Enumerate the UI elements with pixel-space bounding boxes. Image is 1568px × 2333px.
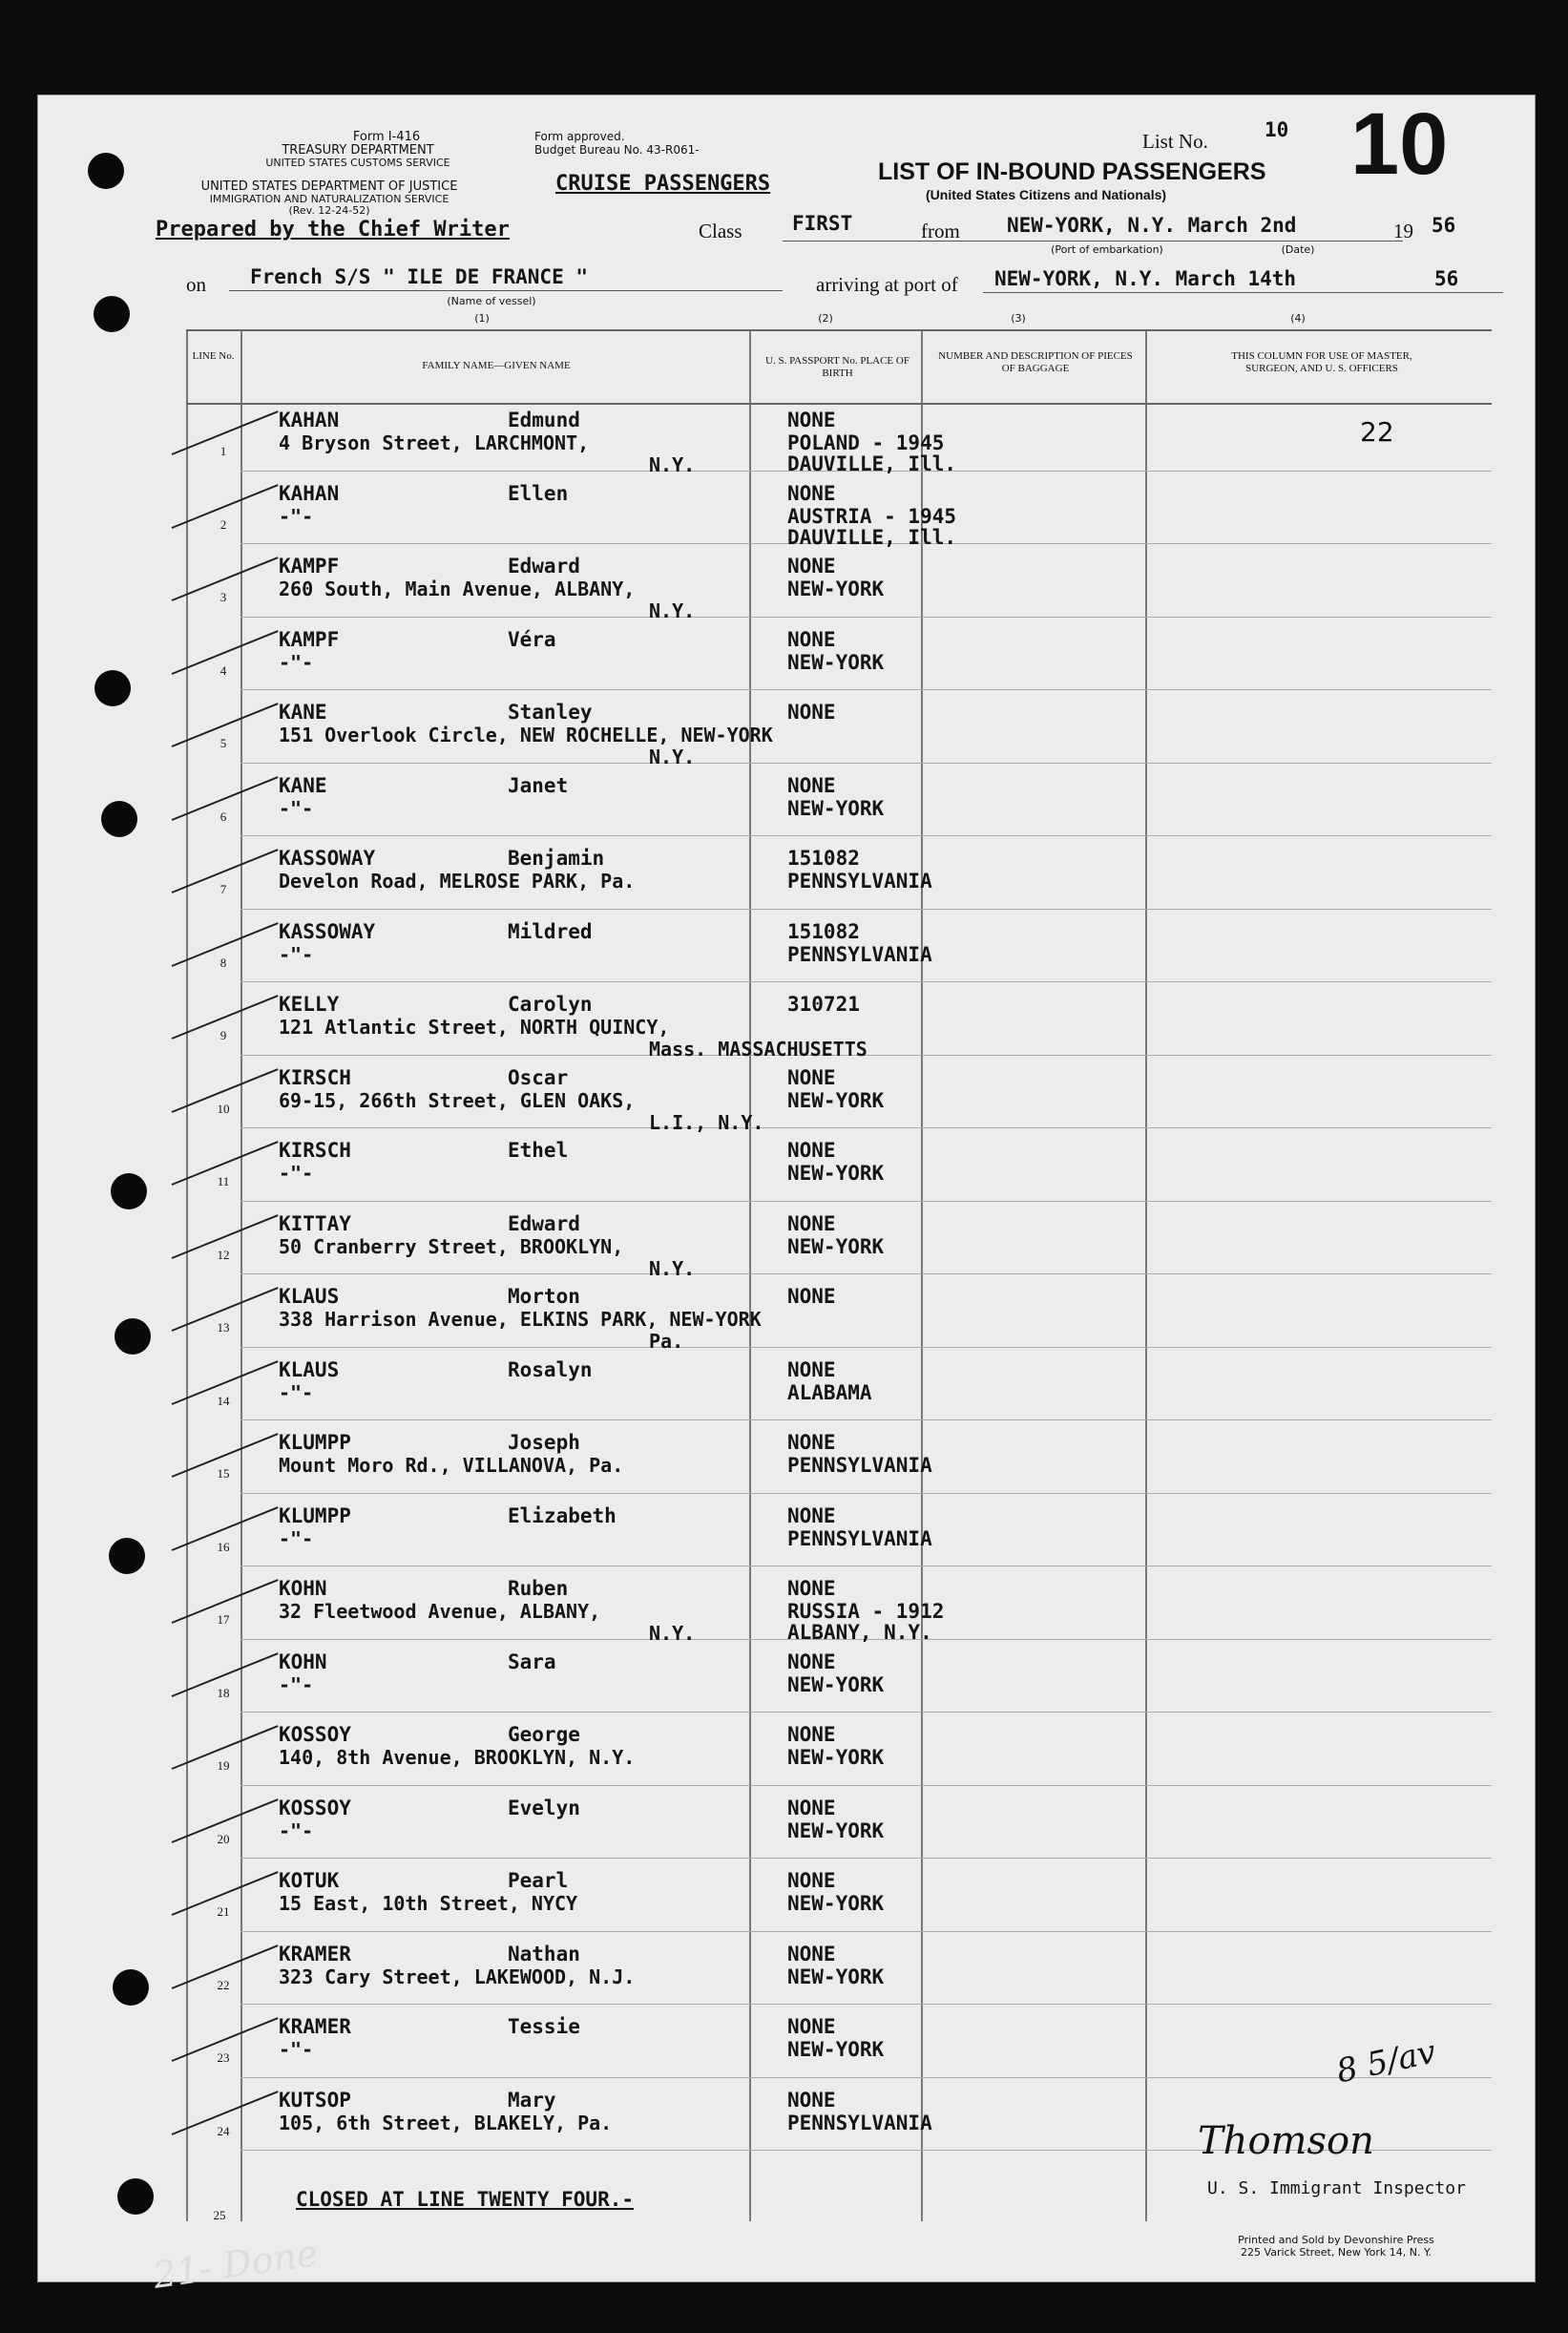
address: 50 Cranberry Street, BROOKLYN, — [279, 1234, 624, 1258]
from-value: NEW-YORK, N.Y. March 2nd — [1007, 214, 1297, 237]
address-line-2: N.Y. — [649, 599, 696, 622]
table-row — [240, 1712, 1492, 1713]
passport-number: NONE — [787, 1577, 836, 1600]
table-row — [240, 981, 1492, 982]
document-title: LIST OF IN-BOUND PASSENGERS — [878, 158, 1266, 185]
col-num-2: (2) — [818, 312, 833, 325]
birth-place: NEW-YORK — [787, 1672, 885, 1696]
punch-hole — [117, 2178, 154, 2215]
address: 151 Overlook Circle, NEW ROCHELLE, NEW-YORK — [279, 724, 773, 746]
birth-place: PENNSYLVANIA — [787, 942, 932, 966]
family-name: KITTAY — [279, 1211, 351, 1235]
punch-hole — [88, 153, 124, 189]
inspector-label: U. S. Immigrant Inspector — [1207, 2178, 1466, 2198]
family-name: KLUMPP — [279, 1431, 351, 1454]
address-line-2: N.Y. — [649, 1256, 696, 1280]
family-name: KANE — [279, 701, 327, 724]
family-name: KUTSOP — [279, 2088, 351, 2112]
line-number: 8 — [220, 955, 227, 970]
margin-note: 21- Done — [150, 2232, 321, 2297]
date-label: (Date) — [1281, 243, 1315, 256]
address: -"- — [279, 1818, 314, 1842]
passport-number: NONE — [787, 1723, 836, 1746]
line-number: 2 — [220, 516, 227, 532]
family-name: KIRSCH — [279, 1065, 351, 1089]
address-line-2: Mass. MASSACHUSETTS — [649, 1038, 868, 1061]
line-number: 17 — [217, 1612, 230, 1627]
family-name: KOHN — [279, 1577, 327, 1600]
given-name: Carolyn — [508, 993, 593, 1016]
printer-line-2: 225 Varick Street, New York 14, N. Y. — [1241, 2246, 1432, 2259]
family-name: KANE — [279, 773, 327, 797]
address: 105, 6th Street, BLAKELY, Pa. — [279, 2111, 613, 2134]
arriving-label: arriving at port of — [816, 273, 958, 296]
year-value: 56 — [1432, 214, 1456, 237]
family-name: KLAUS — [279, 1285, 340, 1308]
on-label: on — [186, 273, 206, 296]
address-line-2: N.Y. — [649, 746, 696, 768]
birth-place: NEW-YORK — [787, 1965, 885, 1988]
line-number: 13 — [217, 1320, 230, 1335]
line-number-25: 25 — [213, 2208, 226, 2222]
address: -"- — [279, 504, 314, 528]
birth-place-line-2: DAUVILLE, Ill. — [787, 525, 957, 549]
from-underline — [783, 241, 1403, 242]
table-row — [240, 1347, 1492, 1348]
table-row — [240, 763, 1492, 764]
punch-hole — [111, 1173, 147, 1209]
col-num-4: (4) — [1290, 312, 1306, 325]
col-header-officer: THIS COLUMN FOR USE OF MASTER, SURGEON, AND U. S. OFFICERS — [1231, 350, 1412, 374]
given-name: Ellen — [508, 481, 569, 505]
passport-number: NONE — [787, 1211, 836, 1235]
birth-place: POLAND - 1945 — [787, 431, 945, 454]
address: -"- — [279, 1672, 314, 1696]
passport-number: NONE — [787, 1139, 836, 1162]
address-line-2: N.Y. — [649, 453, 696, 476]
address: -"- — [279, 1526, 314, 1550]
from-label: from — [921, 220, 960, 242]
customs-label: UNITED STATES CUSTOMS SERVICE — [265, 157, 450, 169]
table-row — [240, 1201, 1492, 1202]
vessel-name: French S/S " ILE DE FRANCE " — [250, 265, 589, 288]
family-name: KELLY — [279, 993, 340, 1016]
passport-number: NONE — [787, 2088, 836, 2112]
table-row — [240, 617, 1492, 618]
address: Develon Road, MELROSE PARK, Pa. — [279, 870, 636, 893]
punch-hole — [115, 1318, 151, 1355]
passport-number: NONE — [787, 701, 836, 724]
given-name: Nathan — [508, 1942, 580, 1965]
col-header-baggage: NUMBER AND DESCRIPTION OF PIECES OF BAGGAGE — [938, 350, 1133, 374]
arriving-underline — [983, 292, 1503, 293]
passport-number: 151082 — [787, 847, 860, 870]
family-name: KOSSOY — [279, 1723, 351, 1746]
given-name: Sara — [508, 1650, 556, 1673]
form-number: Form I-416 — [352, 130, 421, 144]
punch-hole — [94, 670, 131, 706]
table-row — [240, 835, 1492, 836]
birth-place-line-2: DAUVILLE, Ill. — [787, 452, 957, 475]
justice-label: UNITED STATES DEPARTMENT OF JUSTICE — [200, 179, 458, 194]
approved-label: Form approved. — [534, 130, 625, 143]
list-no-value: 10 — [1265, 118, 1289, 141]
given-name: Joseph — [508, 1431, 580, 1454]
handwritten-annotation: 8 5/av — [1332, 2032, 1440, 2091]
line-number: 12 — [217, 1247, 230, 1262]
document-subtitle: (United States Citizens and Nationals) — [926, 187, 1167, 202]
passport-number: NONE — [787, 481, 836, 505]
family-name: KAMPF — [279, 555, 340, 578]
col-num-3: (3) — [1011, 312, 1026, 325]
line-number: 15 — [217, 1466, 230, 1481]
class-label: Class — [699, 220, 742, 242]
table-row — [240, 909, 1492, 910]
birth-place: NEW-YORK — [787, 650, 885, 674]
passport-number: 151082 — [787, 919, 860, 943]
passport-number: NONE — [787, 1065, 836, 1089]
family-name: KASSOWAY — [279, 847, 376, 870]
line-number: 19 — [217, 1758, 230, 1773]
address: 15 East, 10th Street, NYCY — [279, 1892, 578, 1915]
ins-label: IMMIGRATION AND NATURALIZATION SERVICE — [209, 193, 449, 205]
address-line-2: N.Y. — [649, 1622, 696, 1645]
birth-place: NEW-YORK — [787, 2038, 885, 2061]
passport-number: NONE — [787, 1431, 836, 1454]
birth-place: NEW-YORK — [787, 1162, 885, 1185]
line-number: 23 — [217, 2050, 230, 2065]
line-number: 10 — [217, 1101, 230, 1116]
passenger-table — [186, 329, 1492, 2221]
birth-place: NEW-YORK — [787, 1746, 885, 1769]
birth-place: PENNSYLVANIA — [787, 2111, 932, 2134]
passport-number: NONE — [787, 2015, 836, 2038]
address: 140, 8th Avenue, BROOKLYN, N.Y. — [279, 1746, 636, 1769]
vessel-label: (Name of vessel) — [447, 295, 536, 307]
address: -"- — [279, 1162, 314, 1185]
birth-place: NEW-YORK — [787, 1818, 885, 1842]
table-row — [240, 1273, 1492, 1274]
birth-place: ALABAMA — [787, 1380, 872, 1404]
line-number: 14 — [217, 1393, 230, 1408]
passport-number: NONE — [787, 409, 836, 431]
table-row — [240, 1493, 1492, 1494]
address: -"- — [279, 2038, 314, 2061]
family-name: KLUMPP — [279, 1503, 351, 1527]
line-number: 18 — [217, 1685, 230, 1700]
given-name: Edward — [508, 555, 580, 578]
address: 323 Cary Street, LAKEWOOD, N.J. — [279, 1965, 636, 1988]
given-name: Stanley — [508, 701, 593, 724]
address-line-2: Pa. — [649, 1330, 684, 1353]
address-line-2: L.I., N.Y. — [649, 1110, 764, 1134]
table-row — [240, 1127, 1492, 1128]
given-name: Rosalyn — [508, 1357, 593, 1381]
given-name: Ethel — [508, 1139, 569, 1162]
birth-place: PENNSYLVANIA — [787, 1526, 932, 1550]
line-number: 5 — [220, 736, 227, 750]
given-name: Benjamin — [508, 847, 605, 870]
col-header-passport: U. S. PASSPORT No. PLACE OF BIRTH — [765, 355, 909, 379]
family-name: KAHAN — [279, 409, 340, 431]
line-number: 7 — [220, 882, 227, 896]
family-name: KIRSCH — [279, 1139, 351, 1162]
line-number: 21 — [217, 1904, 230, 1919]
birth-place-line-2: ALBANY, N.Y. — [787, 1621, 932, 1644]
line-number: 20 — [217, 1831, 230, 1846]
given-name: Morton — [508, 1285, 580, 1308]
address: 4 Bryson Street, LARCHMONT, — [279, 431, 590, 454]
given-name: Pearl — [508, 1869, 569, 1892]
punch-hole — [109, 1538, 145, 1574]
given-name: Evelyn — [508, 1796, 580, 1819]
line-number: 22 — [217, 1977, 230, 1992]
list-no-label: List No. — [1142, 130, 1208, 153]
rev-label: (Rev. 12-24-52) — [288, 204, 370, 217]
family-name: KOHN — [279, 1650, 327, 1673]
vessel-underline — [229, 290, 783, 291]
table-row — [240, 1785, 1492, 1786]
punch-hole — [101, 801, 137, 837]
family-name: KRAMER — [279, 1942, 351, 1965]
line-number: 6 — [220, 809, 227, 824]
birth-place: PENNSYLVANIA — [787, 1454, 932, 1477]
punch-hole — [113, 1969, 149, 2006]
passport-number: NONE — [787, 773, 836, 797]
table-row — [240, 2004, 1492, 2005]
col-header-line: LINE No. — [192, 350, 235, 362]
printer-line-1: Printed and Sold by Devonshire Press — [1238, 2234, 1434, 2246]
family-name: KLAUS — [279, 1357, 340, 1381]
birth-place: RUSSIA - 1912 — [787, 1600, 945, 1623]
given-name: Mary — [508, 2088, 556, 2112]
line-number: 16 — [217, 1539, 230, 1554]
given-name: Janet — [508, 773, 569, 797]
family-name: KAHAN — [279, 481, 340, 505]
address: -"- — [279, 650, 314, 674]
arriving-value: NEW-YORK, N.Y. March 14th — [994, 267, 1297, 290]
closed-note: CLOSED AT LINE TWENTY FOUR.- — [296, 2188, 635, 2211]
given-name: Tessie — [508, 2015, 580, 2038]
table-row — [240, 1858, 1492, 1859]
address: Mount Moro Rd., VILLANOVA, Pa. — [279, 1454, 624, 1477]
given-name: Elizabeth — [508, 1503, 617, 1527]
port-embarkation-label: (Port of embarkation) — [1051, 243, 1163, 256]
prepared-by: Prepared by the Chief Writer — [156, 218, 510, 242]
address: 338 Harrison Avenue, ELKINS PARK, NEW-YORK — [279, 1308, 762, 1331]
family-name: KOSSOY — [279, 1796, 351, 1819]
list-no-stamp: 10 — [1350, 95, 1449, 193]
passport-number: NONE — [787, 1650, 836, 1673]
col-num-1: (1) — [474, 312, 490, 325]
class-value: FIRST — [792, 212, 853, 235]
family-name: KOTUK — [279, 1869, 340, 1892]
table-row — [240, 1419, 1492, 1420]
address: -"- — [279, 796, 314, 820]
address: 121 Atlantic Street, NORTH QUINCY, — [279, 1016, 670, 1039]
family-name: KAMPF — [279, 627, 340, 651]
officer-note: 22 — [1360, 416, 1394, 448]
passport-number: NONE — [787, 1796, 836, 1819]
family-name: KASSOWAY — [279, 919, 376, 943]
table-row — [240, 2077, 1492, 2078]
line-number: 9 — [220, 1028, 227, 1042]
birth-place: NEW-YORK — [787, 1234, 885, 1258]
treasury-label: TREASURY DEPARTMENT — [282, 143, 434, 158]
line-number: 1 — [220, 444, 227, 458]
col-header-name: FAMILY NAME—GIVEN NAME — [422, 360, 571, 371]
passport-number: NONE — [787, 627, 836, 651]
address: -"- — [279, 942, 314, 966]
inspector-signature: Thomson — [1198, 2119, 1374, 2163]
table-row — [240, 1931, 1492, 1932]
passport-number: 310721 — [787, 993, 860, 1016]
passport-number: NONE — [787, 1357, 836, 1381]
family-name: KRAMER — [279, 2015, 351, 2038]
given-name: George — [508, 1723, 580, 1746]
birth-place: AUSTRIA - 1945 — [787, 504, 957, 528]
given-name: Oscar — [508, 1065, 569, 1089]
document-page — [38, 95, 1535, 2281]
arriving-year: 56 — [1434, 267, 1459, 290]
line-number: 11 — [217, 1174, 230, 1188]
year-label: 19 — [1393, 220, 1413, 242]
birth-place: NEW-YORK — [787, 578, 885, 600]
passport-number: NONE — [787, 555, 836, 578]
given-name: Edward — [508, 1211, 580, 1235]
address: 260 South, Main Avenue, ALBANY, — [279, 578, 636, 600]
address: 32 Fleetwood Avenue, ALBANY, — [279, 1600, 601, 1623]
cruise-passengers: CRUISE PASSENGERS — [555, 172, 771, 196]
given-name: Edmund — [508, 409, 580, 431]
birth-place: NEW-YORK — [787, 796, 885, 820]
passport-number: NONE — [787, 1503, 836, 1527]
given-name: Véra — [508, 627, 556, 651]
birth-place: NEW-YORK — [787, 1892, 885, 1915]
punch-hole — [94, 296, 130, 332]
address: 69-15, 266th Street, GLEN OAKS, — [279, 1088, 636, 1112]
table-row — [240, 689, 1492, 690]
address: -"- — [279, 1380, 314, 1404]
birth-place: PENNSYLVANIA — [787, 870, 932, 893]
line-number: 3 — [220, 590, 227, 604]
given-name: Ruben — [508, 1577, 569, 1600]
passport-number: NONE — [787, 1869, 836, 1892]
passport-number: NONE — [787, 1942, 836, 1965]
given-name: Mildred — [508, 919, 593, 943]
birth-place: NEW-YORK — [787, 1088, 885, 1112]
budget-label: Budget Bureau No. 43-R061- — [534, 143, 700, 157]
passport-number: NONE — [787, 1285, 836, 1308]
line-number: 24 — [217, 2123, 230, 2138]
line-number: 4 — [220, 662, 227, 678]
